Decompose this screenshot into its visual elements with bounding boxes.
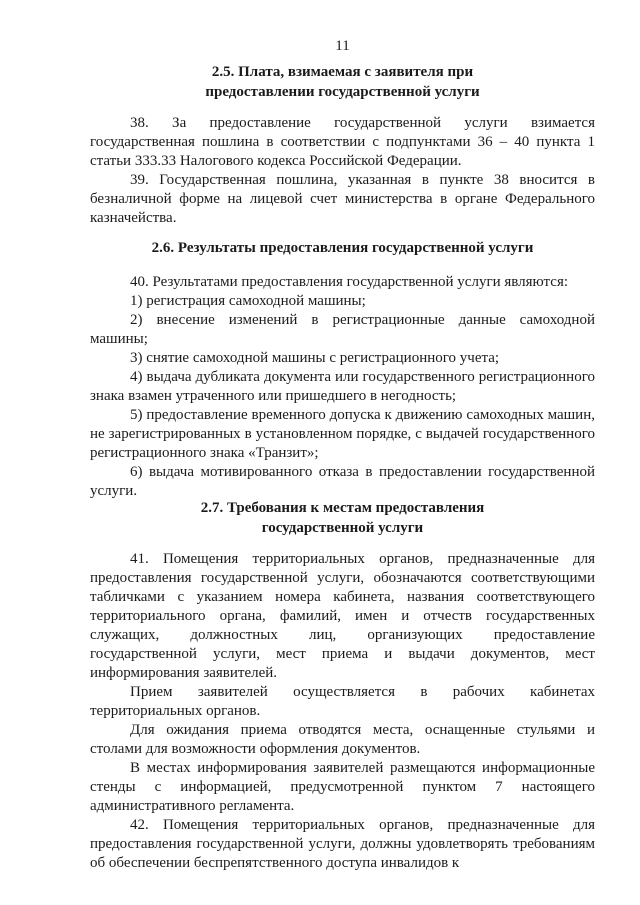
list-item-5: 5) предоставление временного допуска к движению самоходных машин, не зарегистрированных в установленном порядке, с выдачей государственного регистрационного знака «Транзит»; — [90, 407, 595, 461]
paragraph-reception: Прием заявителей осуществляется в рабочих кабинетах территориальных органов. — [90, 684, 595, 719]
section-title-2-7: 2.7. Требования к местам предоставления государственной услуги — [200, 500, 485, 536]
section-title-2-5: 2.5. Плата, взимаемая с заявителя при предоставлении государственной услуги — [205, 64, 480, 100]
page-number: 11 — [335, 38, 350, 54]
list-item-4: 4) выдача дубликата документа или государственного регистрационного знака взамен утраченного или пришедшего в негодность; — [90, 369, 595, 404]
paragraph-info-stands: В местах информирования заявителей размещаются информационные стенды с информацией, предусмотренной пунктом 7 настоящего административного регламента. — [90, 760, 595, 814]
paragraph-41: 41. Помещения территориальных органов, предназначенные для предоставления государственной услуги, обозначаются соответствующими табличками с указанием номера кабинета, названия соответствующего территориального органа, фамилий, имен и отчеств государственных служащих, должностных лиц, организующих предоставление государственной услуги, мест приема и выдачи документов, мест информирования заявителей. — [90, 551, 595, 681]
list-item-1: 1) регистрация самоходной машины; — [130, 293, 366, 309]
paragraph-39: 39. Государственная пошлина, указанная в пункте 38 вносится в безналичной форме на лицевой счет министерства в органе Федерального казначейства. — [90, 172, 595, 226]
paragraph-40: 40. Результатами предоставления государственной услуги являются: — [130, 274, 569, 290]
list-item-6: 6) выдача мотивированного отказа в предоставлении государственной услуги. — [90, 464, 595, 499]
list-item-3: 3) снятие самоходной машины с регистрационного учета; — [130, 350, 500, 366]
list-item-2: 2) внесение изменений в регистрационные данные самоходной машины; — [90, 312, 595, 347]
paragraph-38: 38. За предоставление государственной услуги взимается государственная пошлина в соответствии с подпунктами 36 – 40 пункта 1 статьи 333.33 Налогового кодекса Российской Федерации. — [90, 115, 595, 169]
section-title-2-6: 2.6. Результаты предоставления государственной услуги — [151, 240, 534, 256]
paragraph-42: 42. Помещения территориальных органов, предназначенные для предоставления государственной услуги, должны удовлетворять требованиям об обеспечении беспрепятственного доступа инвалидов к — [90, 817, 595, 871]
paragraph-waiting: Для ожидания приема отводятся места, оснащенные стульями и столами для возможности оформления документов. — [90, 722, 595, 757]
